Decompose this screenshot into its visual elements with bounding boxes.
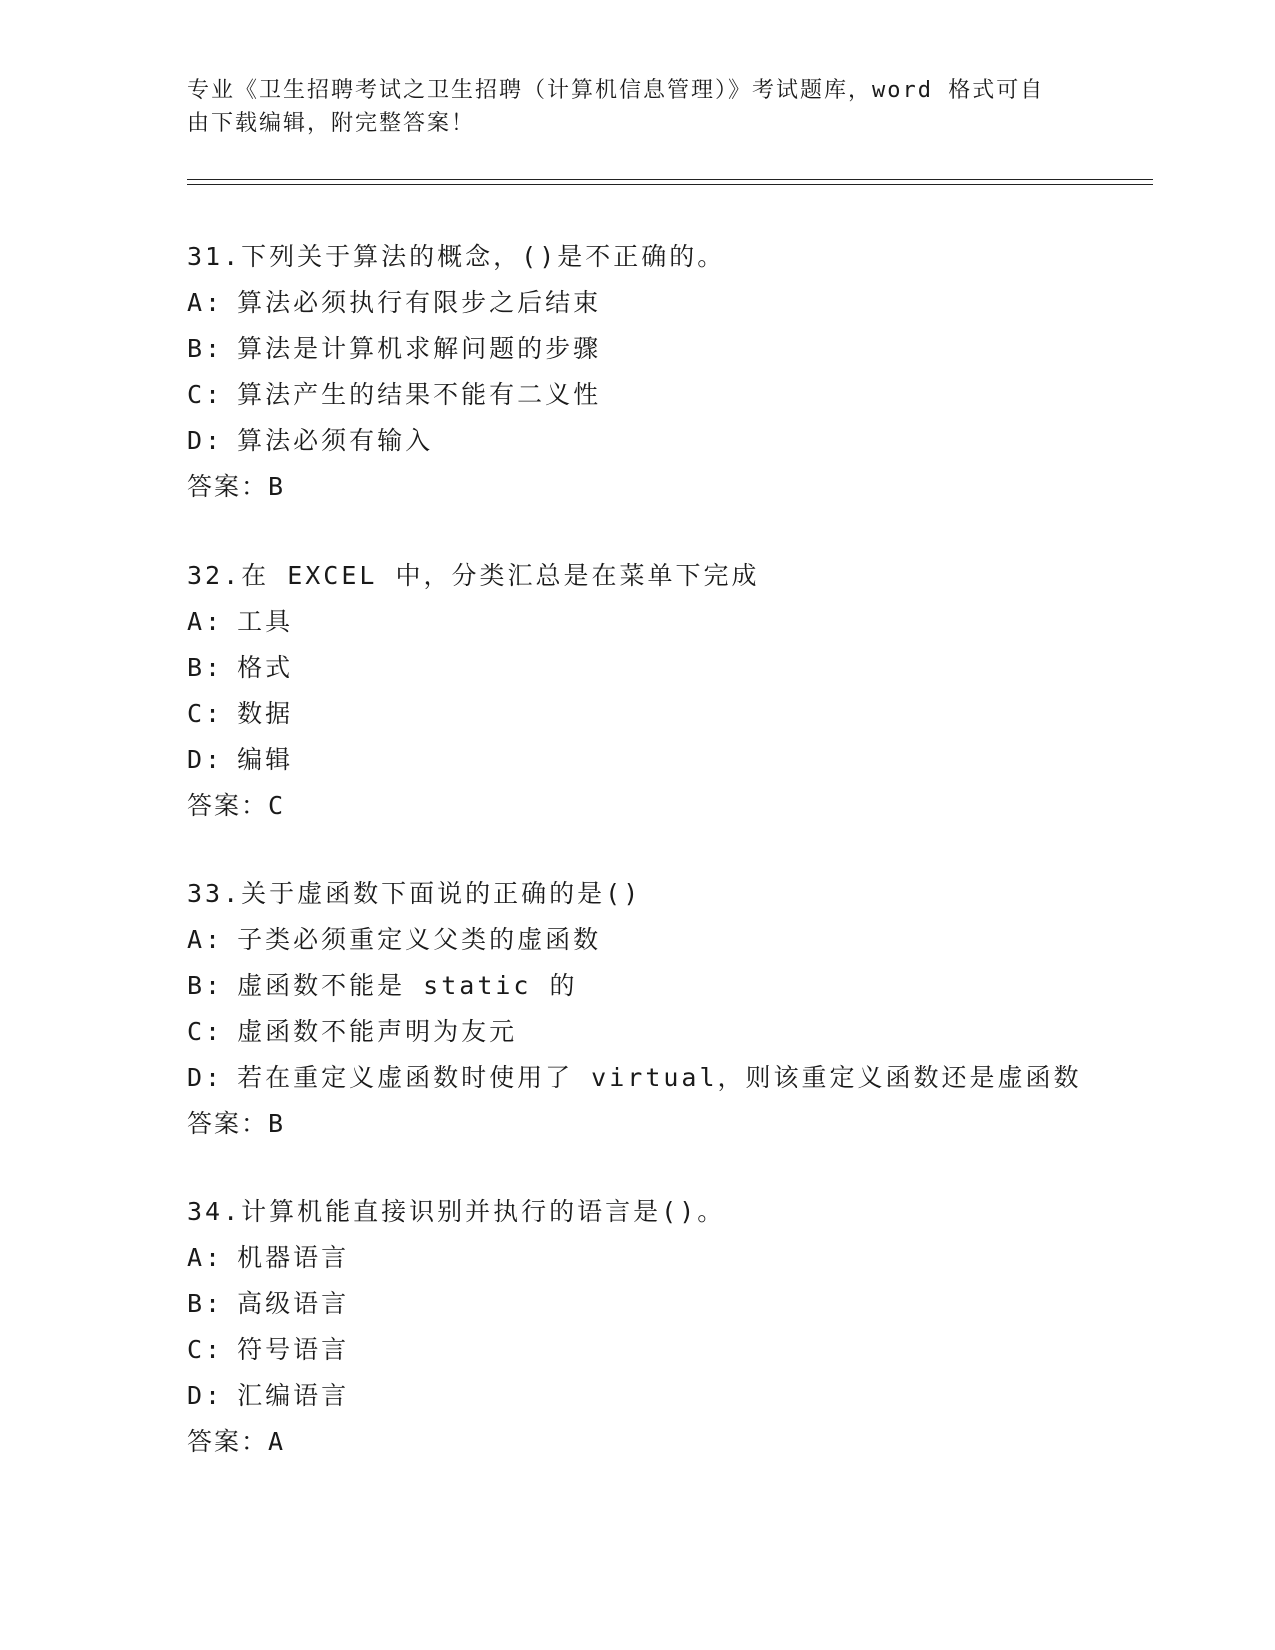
header-divider-bottom bbox=[187, 184, 1153, 185]
question-33 bbox=[187, 871, 1137, 1147]
option-label: B: bbox=[187, 971, 224, 1000]
option-label: B: bbox=[187, 1289, 224, 1318]
option-text: 机器语言 bbox=[237, 1243, 350, 1272]
answer-line bbox=[187, 1419, 1137, 1465]
answer-line bbox=[187, 1101, 1137, 1147]
answer-value: C bbox=[268, 791, 286, 820]
answer-value: B bbox=[268, 472, 286, 501]
option-label: B: bbox=[187, 334, 224, 363]
question-stem: 34.计算机能直接识别并执行的语言是()。 bbox=[187, 1197, 726, 1226]
option-label: C: bbox=[187, 380, 224, 409]
option-text: 符号语言 bbox=[237, 1335, 350, 1364]
answer-line bbox=[187, 783, 1137, 829]
option-text: 子类必须重定义父类的虚函数 bbox=[237, 925, 602, 954]
option-c bbox=[187, 1009, 1137, 1055]
option-label: D: bbox=[187, 426, 224, 455]
question-stem: 31.下列关于算法的概念，()是不正确的。 bbox=[187, 242, 726, 271]
option-text: 虚函数不能声明为友元 bbox=[237, 1017, 518, 1046]
answer-label: 答案： bbox=[187, 472, 269, 501]
question-32 bbox=[187, 553, 1137, 829]
option-label: A: bbox=[187, 288, 224, 317]
option-label: A: bbox=[187, 925, 224, 954]
question-stem: 32.在 EXCEL 中，分类汇总是在菜单下完成 bbox=[187, 561, 760, 590]
answer-label: 答案： bbox=[187, 1109, 269, 1138]
option-label: C: bbox=[187, 699, 224, 728]
answer-label: 答案： bbox=[187, 1427, 269, 1456]
document-header bbox=[187, 74, 1067, 140]
question-31 bbox=[187, 234, 1137, 510]
option-a bbox=[187, 917, 1137, 963]
option-label: B: bbox=[187, 653, 224, 682]
option-label: D: bbox=[187, 1381, 224, 1410]
option-text: 工具 bbox=[237, 607, 294, 636]
option-d bbox=[187, 737, 1137, 783]
option-text: 算法必须执行有限步之后结束 bbox=[237, 288, 602, 317]
option-d bbox=[187, 1373, 1137, 1419]
option-d bbox=[187, 1055, 1137, 1101]
answer-line bbox=[187, 464, 1137, 510]
option-c bbox=[187, 372, 1137, 418]
answer-value: B bbox=[268, 1109, 286, 1138]
option-b bbox=[187, 645, 1137, 691]
option-label: D: bbox=[187, 745, 224, 774]
option-b bbox=[187, 963, 1137, 1009]
header-divider-top bbox=[187, 179, 1153, 180]
option-c bbox=[187, 691, 1137, 737]
option-text: 格式 bbox=[237, 653, 294, 682]
option-label: A: bbox=[187, 607, 224, 636]
option-text: 虚函数不能是 static 的 bbox=[237, 971, 578, 1000]
answer-label: 答案： bbox=[187, 791, 269, 820]
option-b bbox=[187, 1281, 1137, 1327]
option-c bbox=[187, 1327, 1137, 1373]
option-a bbox=[187, 280, 1137, 326]
question-stem: 33.关于虚函数下面说的正确的是() bbox=[187, 879, 642, 908]
option-label: C: bbox=[187, 1017, 224, 1046]
option-d bbox=[187, 418, 1137, 464]
option-text: 高级语言 bbox=[237, 1289, 350, 1318]
option-label: D: bbox=[187, 1063, 224, 1092]
answer-value: A bbox=[268, 1427, 286, 1456]
option-label: A: bbox=[187, 1243, 224, 1272]
option-text: 算法产生的结果不能有二义性 bbox=[237, 380, 602, 409]
option-text: 编辑 bbox=[237, 745, 294, 774]
option-label: C: bbox=[187, 1335, 224, 1364]
option-text: 数据 bbox=[237, 699, 294, 728]
header-line-1: 专业《卫生招聘考试之卫生招聘（计算机信息管理）》考试题库，word 格式可自 bbox=[187, 78, 1045, 103]
option-a bbox=[187, 599, 1137, 645]
header-line-2: 由下载编辑，附完整答案！ bbox=[187, 111, 476, 136]
option-text: 若在重定义虚函数时使用了 virtual，则该重定义函数还是虚函数 bbox=[237, 1063, 1082, 1092]
option-b bbox=[187, 326, 1137, 372]
option-text: 汇编语言 bbox=[237, 1381, 350, 1410]
option-a bbox=[187, 1235, 1137, 1281]
option-text: 算法是计算机求解问题的步骤 bbox=[237, 334, 602, 363]
question-34 bbox=[187, 1189, 1137, 1465]
option-text: 算法必须有输入 bbox=[237, 426, 434, 455]
